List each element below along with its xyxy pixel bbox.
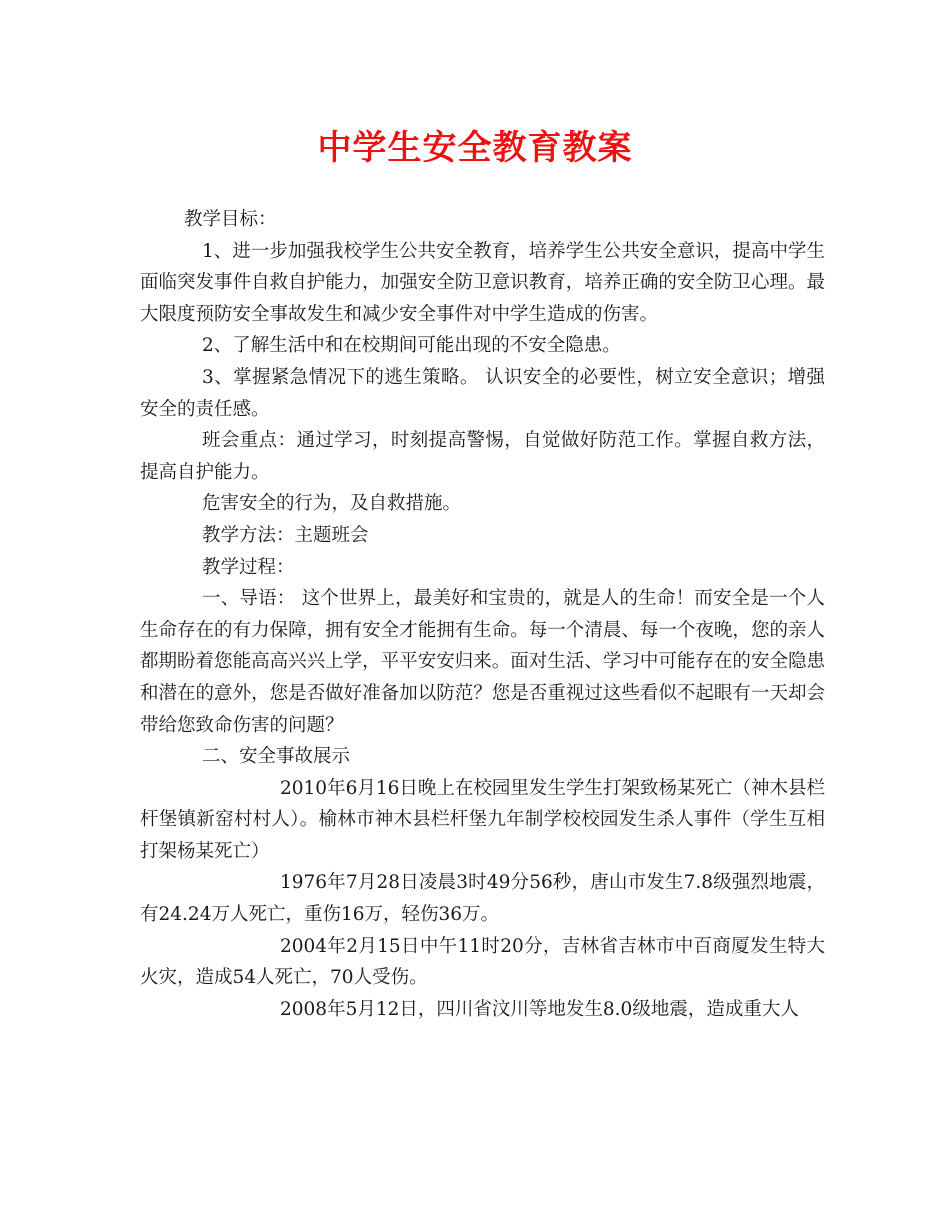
paragraph-objective-2: 2、了解生活中和在校期间可能出现的不安全隐患。 [202, 335, 621, 357]
paragraph-accident-2004: 2004年2月15日中午11时20分，吉林省吉林市中百商厦发生特大火灾，造成54人死亡，70人受伤。 [140, 935, 825, 989]
paragraph-objective-3: 3、掌握紧急情况下的逃生策略。 认识安全的必要性，树立安全意识；增强安全的责任感。 [140, 366, 825, 420]
document-body [140, 204, 825, 1025]
paragraph-introduction: 一、导语： 这个世界上，最美好和宝贵的，就是人的生命！而安全是一个人生命存在的有力保障，拥有安全才能拥有生命。每一个清晨、每一个夜晚，您的亲人都期盼着您能高高兴兴上学，平平安安归来。面对生活、学习中可能存在的安全隐患和潜在的意外，您是否做好准备加以防范？您是否重视过这些看似不起眼有一天却会带给您致命伤害的问题？ [140, 588, 825, 736]
paragraph-key-points: 班会重点：通过学习，时刻提高警惕，自觉做好防范工作。掌握自救方法，提高自护能力。 [140, 430, 825, 483]
paragraph-objective-1: 1、进一步加强我校学生公共安全教育，培养学生公共安全意识，提高中学生面临突发事件自救自护能力，加强安全防卫意识教育，培养正确的安全防卫心理。最大限度预防安全事故发生和减少安全事件对中学生造成的伤害。 [140, 240, 825, 325]
paragraph-accidents-heading: 二、安全事故展示 [202, 746, 351, 768]
paragraph-process-heading: 教学过程： [202, 556, 295, 578]
document-title: 中学生安全教育教案 [317, 128, 633, 168]
paragraph-accident-2008: 2008年5月12日，四川省汶川等地发生8.0级地震，造成重大人 [280, 998, 799, 1020]
paragraph-teaching-method: 教学方法：主题班会 [202, 524, 369, 546]
paragraph-difficulty: 危害安全的行为，及自救措施。 [202, 493, 462, 515]
paragraph-objectives-heading: 教学目标： [184, 209, 277, 230]
paragraph-accident-2010: 2010年6月16日晚上在校园里发生学生打架致杨某死亡（神木县栏杆堡镇新窑村村人）。榆林市神木县栏杆堡九年制学校校园发生杀人事件（学生互相打架杨某死亡） [140, 777, 825, 862]
paragraph-accident-1976: 1976年7月28日凌晨3时49分56秒，唐山市发生7.8级强烈地震，有24.24万人死亡，重伤16万，轻伤36万。 [140, 872, 825, 926]
